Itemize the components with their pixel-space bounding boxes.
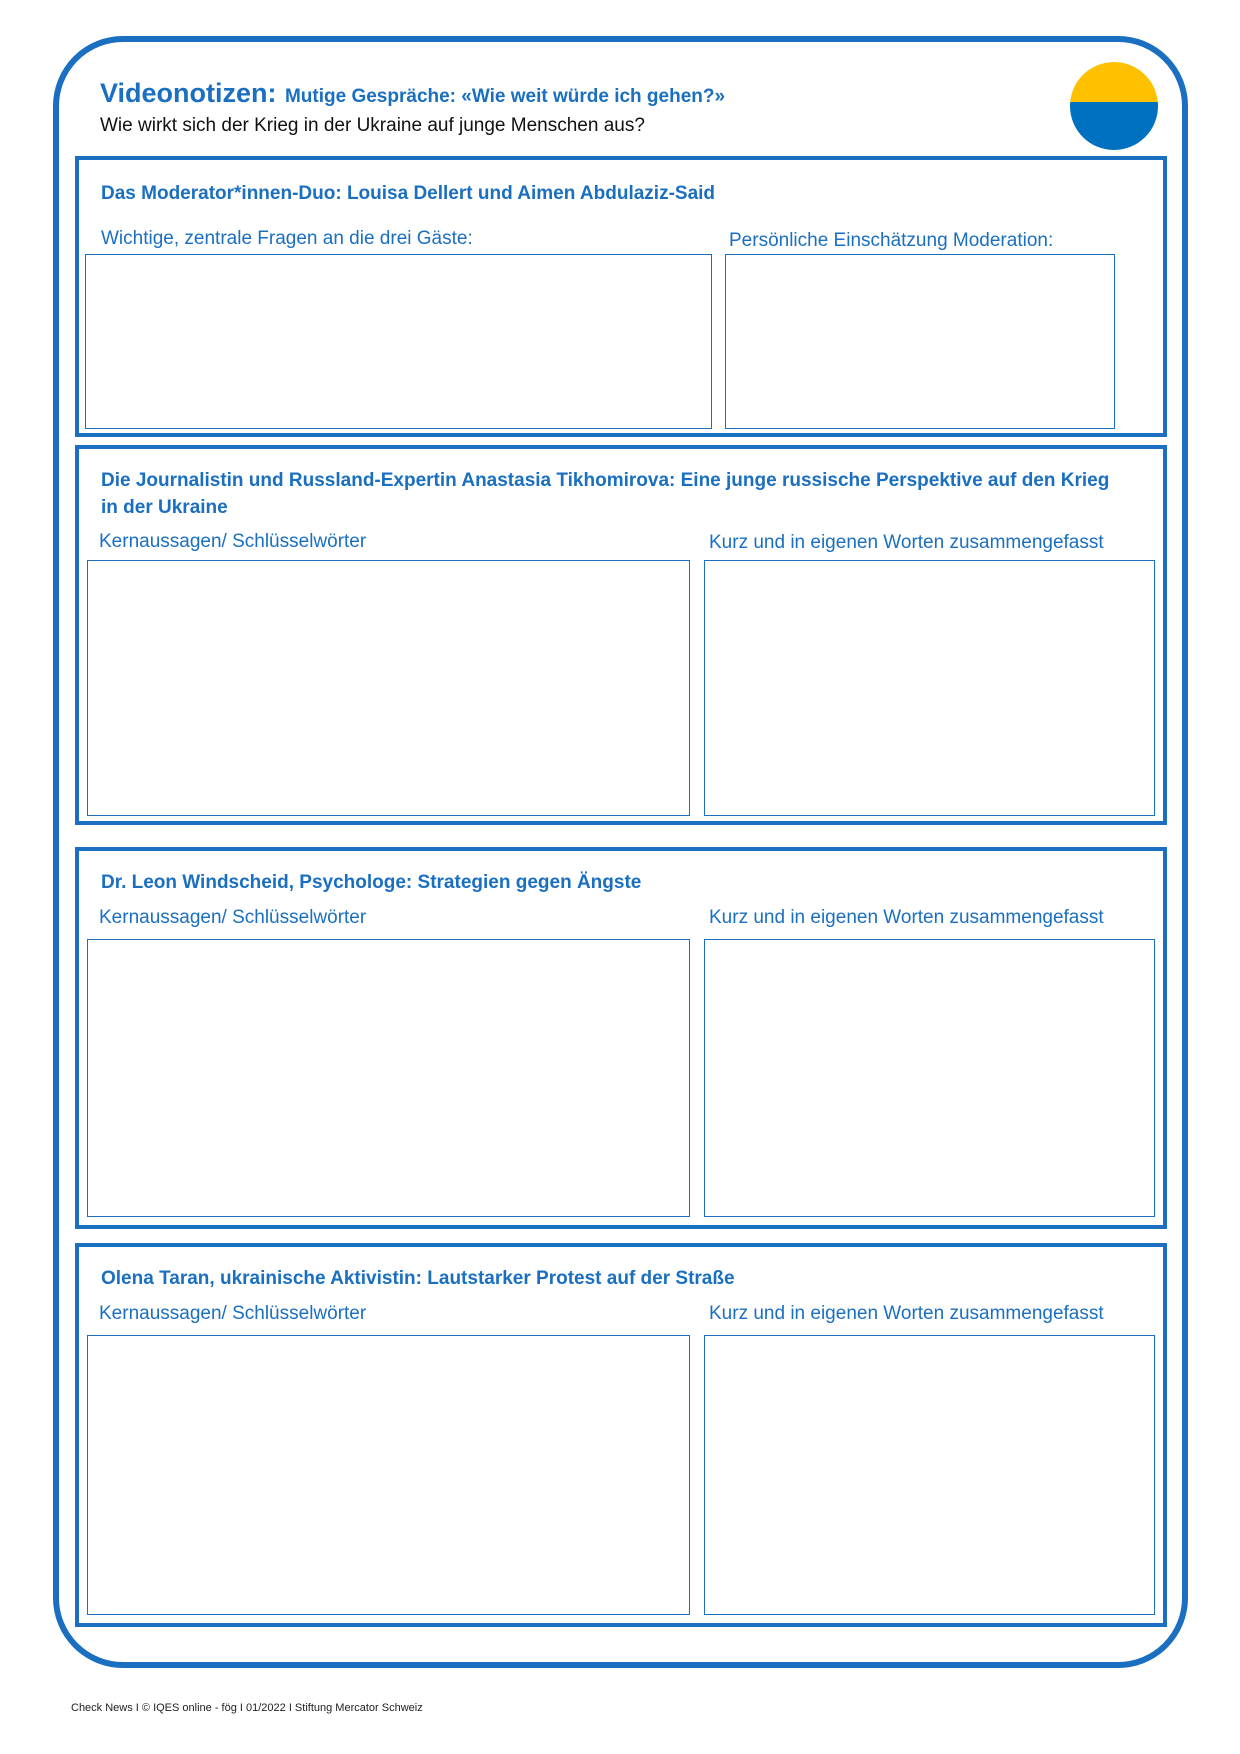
left-column-label: Kernaussagen/ Schlüsselwörter <box>99 907 367 928</box>
page-question: Wie wirkt sich der Krieg in der Ukraine auf junge Menschen aus? <box>100 115 645 136</box>
left-notes-box[interactable] <box>87 939 690 1217</box>
header-title-line <box>100 78 1000 109</box>
left-notes-box[interactable] <box>87 560 690 816</box>
section-activist <box>75 1243 1167 1627</box>
page-subtitle: Mutige Gespräche: «Wie weit würde ich gehen?» <box>284 86 726 107</box>
section-title: Das Moderator*innen-Duo: Louisa Dellert und Aimen Abdulaziz-Said <box>101 183 716 204</box>
right-notes-box[interactable] <box>704 939 1155 1217</box>
left-notes-box[interactable] <box>85 254 712 429</box>
left-column-label: Wichtige, zentrale Fragen an die drei Gäste: <box>101 228 473 249</box>
left-notes-box[interactable] <box>87 1335 690 1615</box>
footer-credit: Check News I © IQES online - fög I 01/2022 I Stiftung Mercator Schweiz <box>71 1702 423 1714</box>
right-column-label: Kurz und in eigenen Worten zusammengefasst <box>709 532 1104 553</box>
section-moderators <box>75 156 1167 437</box>
right-column-label: Kurz und in eigenen Worten zusammengefasst <box>709 1303 1104 1324</box>
section-title: Dr. Leon Windscheid, Psychologe: Strategien gegen Ängste <box>101 872 642 893</box>
left-column-label: Kernaussagen/ Schlüsselwörter <box>99 1303 367 1324</box>
section-title: Die Journalistin und Russland-Expertin Anastasia Tikhomirova: Eine junge russische Perspektive auf den Krieg in der Ukraine <box>101 470 1110 518</box>
page-title: Videonotizen: <box>100 78 277 108</box>
logo-icon <box>1070 62 1158 150</box>
right-column-label: Kurz und in eigenen Worten zusammengefasst <box>709 907 1104 928</box>
right-notes-box[interactable] <box>704 560 1155 816</box>
section-psychologist <box>75 847 1167 1229</box>
page-header <box>100 78 1000 137</box>
right-notes-box[interactable] <box>725 254 1115 429</box>
left-column-label: Kernaussagen/ Schlüsselwörter <box>99 531 367 552</box>
right-column-label: Persönliche Einschätzung Moderation: <box>729 230 1054 251</box>
section-journalist <box>75 445 1167 825</box>
right-notes-box[interactable] <box>704 1335 1155 1615</box>
section-title: Olena Taran, ukrainische Aktivistin: Lautstarker Protest auf der Straße <box>101 1268 735 1289</box>
